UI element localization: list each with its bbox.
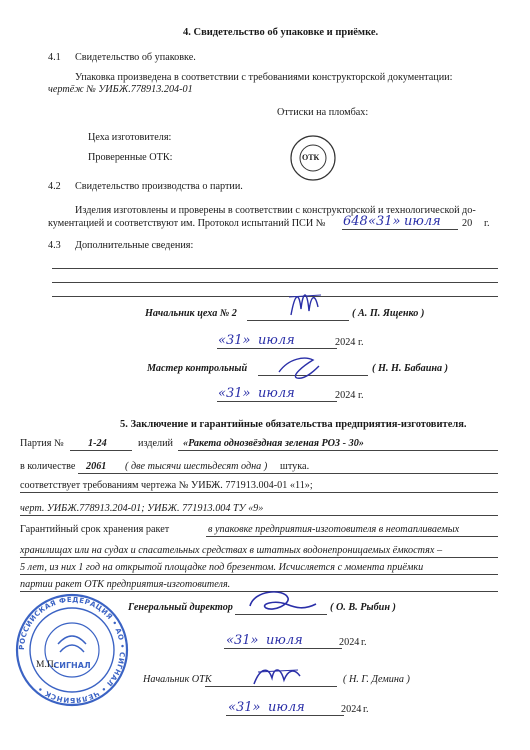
s41-title: Свидетельство об упаковке.	[75, 52, 196, 63]
otk-year: 2024	[341, 704, 362, 715]
item-label: изделий	[138, 438, 173, 449]
head1-name: ( А. П. Ященко )	[352, 308, 425, 319]
head2-signature	[275, 352, 325, 382]
qty-label: в количестве	[20, 461, 76, 472]
director-day: «31»	[226, 633, 259, 648]
seals-label: Оттиски на пломбах:	[277, 107, 369, 118]
s42-year-suffix: г.	[484, 218, 490, 229]
s41-number: 4.1	[48, 52, 61, 63]
otk-year-g: г.	[363, 704, 369, 715]
head2-role: Мастер контрольный	[147, 363, 248, 374]
otk-month: июля	[268, 700, 305, 715]
otk-head-role: Начальник ОТК	[143, 674, 212, 685]
head1-role: Начальник цеха № 2	[145, 308, 237, 319]
qty-unit: штука.	[280, 461, 310, 472]
head2-year-g: г.	[358, 390, 364, 401]
section-4-title: 4. Свидетельство об упаковке и приёмке.	[183, 27, 379, 38]
qty-words: ( две тысячи шестьдесят одна )	[125, 461, 268, 472]
s42-protocol-number: 648	[343, 214, 368, 229]
warranty-line1: в упаковке предприятия-изготовителя в неотапливаемых	[208, 524, 460, 535]
director-signature	[244, 586, 324, 622]
otk-day: «31»	[228, 700, 261, 715]
otk-head-signature	[248, 662, 308, 696]
head1-signature	[285, 285, 325, 325]
s42-day: «31»	[368, 214, 401, 229]
director-name: ( О. В. Рыбин )	[330, 602, 396, 613]
head2-name: ( Н. Н. Бабаина )	[372, 363, 449, 374]
director-month: июля	[266, 633, 303, 648]
requirements-text: соответствует требованиям чертежа № УИБЖ. 771913.004-01 «11»;	[20, 480, 313, 491]
s42-month: июля	[404, 214, 441, 229]
head2-year: 2024	[335, 390, 356, 401]
s42-year-prefix: 20	[462, 218, 473, 229]
s42-text-line1: Изделия изготовлены и проверены в соответствии с конструкторской и технологической до-	[75, 205, 476, 216]
head1-month: июля	[258, 333, 295, 348]
section-5-title: 5. Заключение и гарантийные обязательства предприятия-изготовителя.	[120, 419, 467, 430]
director-role: Генеральный директор	[128, 602, 233, 613]
head2-month: июля	[258, 386, 295, 401]
warranty-label: Гарантийный срок хранения ракет	[20, 524, 170, 535]
s41-drawing: чертёж № УИБЖ.778913.204-01	[48, 84, 193, 95]
head1-year-g: г.	[358, 337, 364, 348]
company-stamp	[14, 592, 130, 708]
factory-seal-label: Цеха изготовителя:	[88, 132, 172, 143]
warranty-line4: партии ракет ОТК предприятия-изготовителя.	[20, 579, 231, 590]
director-year: 2024	[339, 637, 360, 648]
s42-title: Свидетельство производства о партии.	[75, 181, 243, 192]
otk-stamp-label: ОТК	[302, 153, 320, 162]
director-year-g: г.	[361, 637, 367, 648]
head2-day: «31»	[218, 386, 251, 401]
s42-text-line2: кументацией и соответствуют им. Протокол испытаний ПСИ №	[48, 218, 326, 229]
party-label: Партия №	[20, 438, 64, 449]
s42-number: 4.2	[48, 181, 61, 192]
qty-value: 2061	[86, 461, 107, 472]
party-value: 1-24	[88, 438, 107, 449]
svg-text:РОССИЙСКАЯ ФЕДЕРАЦИЯ • АО • СИ	[18, 596, 126, 704]
otk-seal-label: Проверенные ОТК:	[88, 152, 173, 163]
stamp-center-text: СИГНАЛ	[53, 661, 91, 670]
head1-year: 2024	[335, 337, 356, 348]
s41-text-line1: Упаковка произведена в соответствии с требованиями конструкторской документации:	[75, 72, 453, 83]
s43-title: Дополнительные сведения:	[75, 240, 194, 251]
item-value: «Ракета однозвёздная зеленая РОЗ - 30»	[183, 438, 364, 449]
head1-day: «31»	[218, 333, 251, 348]
drawing-text: черт. УИБЖ.778913.204-01; УИБЖ. 771913.004 ТУ «9»	[20, 503, 264, 514]
warranty-line3: 5 лет, из них 1 год на открытой площадке под брезентом. Исчисляется с момента приёмки	[20, 562, 424, 573]
s43-number: 4.3	[48, 240, 61, 251]
stamp-mp: М.П.	[36, 660, 57, 670]
otk-head-name: ( Н. Г. Демина )	[343, 674, 410, 685]
stamp-ring-text: РОССИЙСКАЯ ФЕДЕРАЦИЯ • АО • СИГНАЛ • ЧЕЛЯБИНСК •	[17, 595, 127, 705]
warranty-line2: хранилищах или на судах и спасательных средствах в штатных водонепроницаемых ёмкостях –	[20, 545, 443, 556]
